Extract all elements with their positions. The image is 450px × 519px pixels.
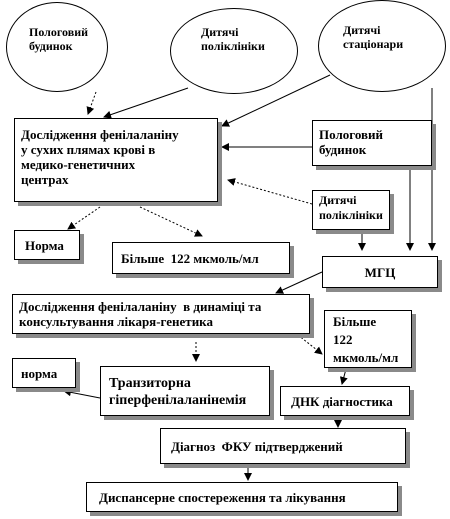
transient-label: Транзиторна гіперфенілаланінемія <box>109 376 247 408</box>
maternity-home-top-oval <box>6 2 108 92</box>
dynamic-study-label: Дослідження фенілаланіну в динаміці та консультування лікаря-генетика <box>19 299 262 329</box>
above-122-b-label: Більше 122 мкмоль/мл <box>333 314 399 365</box>
maternity-home-right-label: Пологовий будинок <box>319 127 383 157</box>
phenylalanine-test-label: Дослідження фенілаланіну у сухих плямах крові в медико-генетичних центрах <box>21 127 179 187</box>
children-clinics-right-box <box>312 190 390 230</box>
children-hospitals-label: Дитячі стаціонари <box>343 23 404 51</box>
children-hospitals-oval <box>318 0 446 92</box>
arrow-clinics-to-test <box>104 88 188 117</box>
transient-box <box>100 366 270 416</box>
norm-2-label: норма <box>21 366 58 381</box>
children-clinics-top-oval <box>170 8 298 94</box>
norm-1-label: Норма <box>25 238 64 253</box>
dispensary-label: Диспансерне спостереження та лікування <box>99 490 346 505</box>
arrow-test-to-norm <box>68 207 100 229</box>
above-122-box-b <box>324 310 412 368</box>
arrow-test-to-above122 <box>140 207 202 236</box>
dna-diagnostics-box <box>280 386 410 416</box>
norm-box-2 <box>12 358 76 388</box>
arrow-above122b-to-dna <box>342 369 346 384</box>
maternity-home-top-label: Пологовий будинок <box>29 25 89 53</box>
phenylalanine-test-box <box>14 118 218 202</box>
pku-confirmed-box <box>160 428 406 464</box>
children-clinics-right-label: Дитячі поліклініки <box>319 193 383 222</box>
norm-box-1 <box>14 230 80 260</box>
maternity-home-right-box <box>312 120 432 166</box>
arrow-maternity-to-test <box>88 92 96 114</box>
above-122-box-a <box>112 242 290 274</box>
arrow-transient-to-norm <box>64 391 100 398</box>
arrow-mgc-to-dynamic <box>276 272 322 293</box>
children-clinics-top-label: Дитячі поліклініки <box>201 25 265 53</box>
pku-confirmed-label: Діагноз ФКУ підтверджений <box>171 439 343 454</box>
mgc-box <box>322 256 438 288</box>
dispensary-box <box>86 482 398 512</box>
mgc-label: МГЦ <box>364 265 396 280</box>
dynamic-study-box <box>12 294 310 334</box>
arrow-dynamic-to-above122b <box>298 335 322 354</box>
above-122-a-label: Більше 122 мкмоль/мл <box>121 251 259 266</box>
arrow-clinics-right-to-test <box>228 180 312 204</box>
dna-diagnostics-label: ДНК діагностика <box>291 394 393 409</box>
